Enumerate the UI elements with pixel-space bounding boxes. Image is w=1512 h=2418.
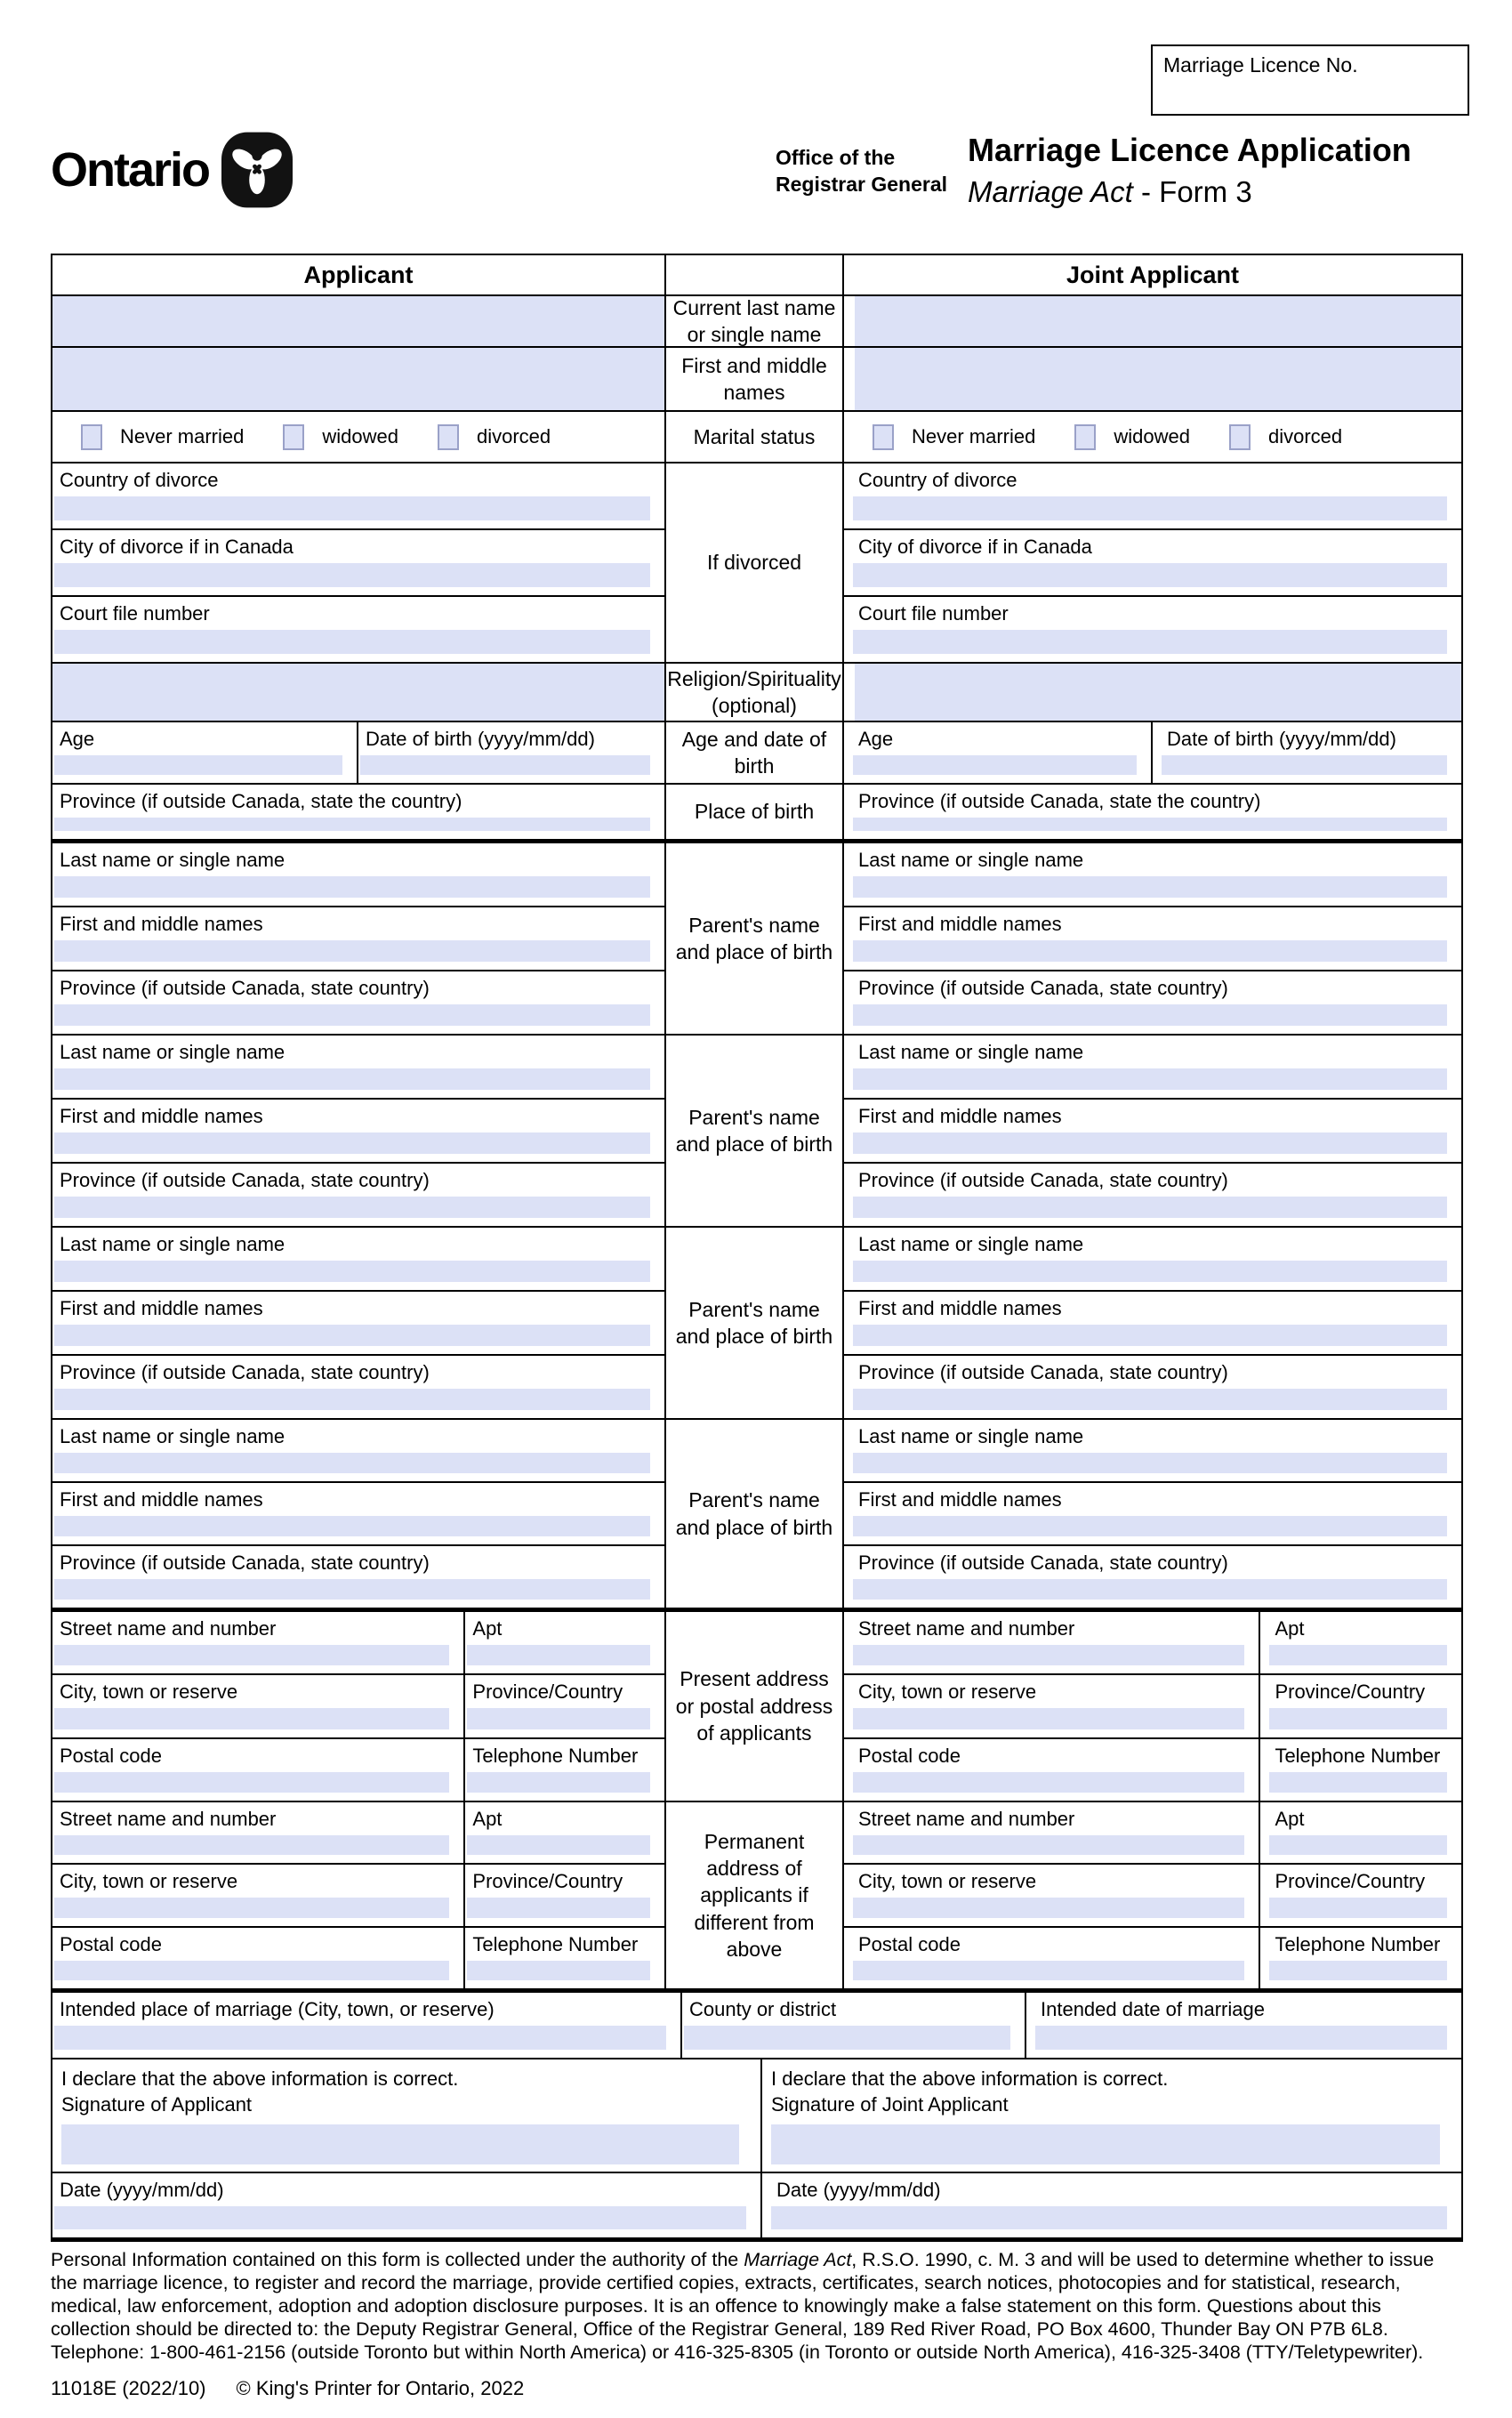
applicant-place-of-birth-cell xyxy=(52,785,666,839)
joint-marital-status-cell xyxy=(844,412,1461,462)
applicant-current-last-name-input[interactable] xyxy=(52,296,664,346)
applicant-never-married-checkbox[interactable] xyxy=(81,424,102,450)
joint-divorced-checkbox[interactable] xyxy=(1229,424,1251,450)
intended-marriage-band xyxy=(52,1993,1461,2059)
privacy-text-before: Personal Information contained on this form is collected under the authority of the xyxy=(51,2249,744,2270)
intended-date-cell xyxy=(1026,1993,1461,2058)
city-label: City, town or reserve xyxy=(60,1870,238,1893)
court-file-number-label: Court file number xyxy=(60,602,210,625)
ontario-logo xyxy=(51,132,293,208)
page-subtitle xyxy=(968,175,1411,209)
joint-present-phone-input[interactable] xyxy=(1269,1772,1447,1793)
applicant-first-middle-cell xyxy=(52,348,666,410)
joint-age-dob-cell xyxy=(844,722,1461,783)
applicant-city-of-divorce-input[interactable] xyxy=(54,563,650,587)
joint-permanent-postal-input[interactable] xyxy=(853,1961,1244,1980)
first-middle-label: First and middle names xyxy=(60,913,263,935)
joint-signature-input[interactable] xyxy=(771,2124,1440,2164)
last-name-label: Last name or single name xyxy=(858,1233,1084,1255)
applicant-marital-status-cell xyxy=(52,412,666,462)
joint-first-middle-names-input[interactable] xyxy=(855,348,1461,410)
page-title: Marriage Licence Application xyxy=(968,132,1411,168)
widowed-label: widowed xyxy=(1114,425,1190,447)
country-of-divorce-label: Country of divorce xyxy=(858,469,1017,491)
first-middle-label: First and middle names xyxy=(60,1488,263,1511)
first-middle-label: First and middle names xyxy=(858,1297,1062,1319)
applicant-present-phone-input[interactable] xyxy=(467,1772,650,1793)
city-label: City, town or reserve xyxy=(60,1681,238,1704)
joint-present-province-input[interactable] xyxy=(1269,1708,1447,1729)
applicant-parent4-fields xyxy=(52,1420,666,1608)
age-label: Age xyxy=(60,728,95,750)
applicant-court-file-number-input[interactable] xyxy=(54,630,650,654)
applicant-permanent-street-input[interactable] xyxy=(54,1835,449,1855)
declaration-band xyxy=(52,2059,1461,2173)
applicant-parent4-last-name-input[interactable] xyxy=(54,1453,650,1473)
joint-present-city-input[interactable] xyxy=(853,1708,1244,1729)
applicant-religion-cell xyxy=(52,664,666,721)
row-label-parent4: Parent's name and place of birth xyxy=(666,1420,844,1608)
last-name-label: Last name or single name xyxy=(60,1041,286,1063)
form-titles xyxy=(968,132,1411,209)
joint-parent1-first-middle-input[interactable] xyxy=(853,940,1447,962)
row-label-age-dob: Age and date of birth xyxy=(666,722,844,783)
permanent-address-band xyxy=(52,1802,1461,1993)
applicant-age-input[interactable] xyxy=(54,755,342,775)
joint-divorce-fields xyxy=(844,463,1461,662)
applicant-parent3-province-input[interactable] xyxy=(54,1389,650,1410)
row-label-parent3: Parent's name and place of birth xyxy=(666,1228,844,1418)
joint-present-apt-input[interactable] xyxy=(1269,1645,1447,1665)
joint-parent2-last-name-input[interactable] xyxy=(853,1068,1447,1090)
applicant-permanent-province-input[interactable] xyxy=(467,1898,650,1917)
joint-birth-province-input[interactable] xyxy=(853,818,1447,831)
court-file-number-label: Court file number xyxy=(858,602,1009,625)
current-last-name-band xyxy=(52,296,1461,348)
column-header-band xyxy=(52,255,1461,296)
privacy-text-after: , R.S.O. 1990, c. M. 3 and will be used to determine whether to issue the marriage licence, to register and record the marriage, provide certified copies, extracts, certificates, search notices, photocopies and for statistical, research, medical, law enforcement, adoption and adoption disclosure purposes. It is an offence to knowingly make a false statement on this form. Questions about this collection should be directed to: the Deputy Registrar General, Office of the Registrar General, 189 Red River Road, PO Box 4600, Thunder Bay ON P7B 6L8. Telephone: 1-800-461-2156 (outside Toronto but within North America) or 416-325-8305 (in Toronto or outside North America), 416-325-3408 (TTY/Teletypewriter). xyxy=(51,2249,1435,2363)
joint-declaration-cell xyxy=(762,2059,1461,2172)
widowed-label: widowed xyxy=(322,425,398,447)
row-label-if-divorced: If divorced xyxy=(666,463,844,662)
row-label-marital-status: Marital status xyxy=(666,412,844,462)
joint-signature-date-cell xyxy=(762,2173,1461,2237)
never-married-label: Never married xyxy=(912,425,1036,447)
joint-permanent-province-input[interactable] xyxy=(1269,1898,1447,1917)
joint-permanent-city-input[interactable] xyxy=(853,1898,1244,1917)
joint-parent4-first-middle-input[interactable] xyxy=(853,1516,1447,1536)
signature-of-joint-applicant-label: Signature of Joint Applicant xyxy=(771,2093,1009,2116)
intended-date-label: Intended date of marriage xyxy=(1041,1998,1265,2020)
applicant-parent4-first-middle-input[interactable] xyxy=(54,1516,650,1536)
telephone-label: Telephone Number xyxy=(472,1932,639,1955)
applicant-column-header: Applicant xyxy=(52,255,666,294)
applicant-age-dob-cell xyxy=(52,722,666,783)
postal-code-label: Postal code xyxy=(60,1744,162,1767)
apt-label: Apt xyxy=(472,1808,503,1830)
city-label: City, town or reserve xyxy=(858,1870,1037,1893)
joint-never-married-checkbox[interactable] xyxy=(873,424,894,450)
apt-label: Apt xyxy=(472,1617,503,1640)
parent4-band xyxy=(52,1420,1461,1612)
if-divorced-band xyxy=(52,463,1461,664)
joint-permanent-phone-input[interactable] xyxy=(1269,1961,1447,1980)
intended-place-input[interactable] xyxy=(54,2026,666,2050)
applicant-parent1-fields xyxy=(52,843,666,1034)
county-district-cell xyxy=(682,1993,1026,2058)
joint-parent3-last-name-input[interactable] xyxy=(853,1261,1447,1282)
first-middle-label: First and middle names xyxy=(858,1488,1062,1511)
applicant-parent1-province-input[interactable] xyxy=(54,1004,650,1026)
province-label: Province (if outside Canada, state country) xyxy=(858,977,1228,999)
joint-city-of-divorce-input[interactable] xyxy=(853,563,1447,587)
date-of-birth-label: Date of birth (yyyy/mm/dd) xyxy=(1167,728,1396,750)
form-number: 11018E (2022/10) xyxy=(51,2377,206,2399)
ontario-logo-text: Ontario xyxy=(51,143,210,197)
joint-present-street-input[interactable] xyxy=(853,1645,1244,1665)
last-name-label: Last name or single name xyxy=(60,1425,286,1447)
applicant-declaration-cell xyxy=(52,2059,762,2172)
applicant-country-of-divorce-input[interactable] xyxy=(54,496,650,520)
applicant-divorce-fields xyxy=(52,463,666,662)
present-address-band xyxy=(52,1612,1461,1802)
applicant-parent3-last-name-input[interactable] xyxy=(54,1261,650,1282)
street-label: Street name and number xyxy=(858,1808,1075,1830)
country-of-divorce-label: Country of divorce xyxy=(60,469,219,491)
signature-of-applicant-label: Signature of Applicant xyxy=(61,2093,253,2116)
applicant-signature-date-cell xyxy=(52,2173,762,2237)
parent1-band xyxy=(52,843,1461,1036)
row-label-first-middle: First and middle names xyxy=(666,348,844,410)
applicant-permanent-address-fields xyxy=(52,1802,666,1988)
applicant-divorced-checkbox[interactable] xyxy=(438,424,459,450)
signature-date-band xyxy=(52,2173,1461,2237)
document-footer-line xyxy=(51,2377,524,2400)
city-of-divorce-label: City of divorce if in Canada xyxy=(60,536,294,558)
joint-signature-date-input[interactable] xyxy=(771,2206,1447,2229)
date-label: Date (yyyy/mm/dd) xyxy=(60,2179,224,2201)
province-label: Province (if outside Canada, state country) xyxy=(858,1361,1228,1383)
city-of-divorce-label: City of divorce if in Canada xyxy=(858,536,1092,558)
date-of-birth-label: Date of birth (yyyy/mm/dd) xyxy=(366,728,595,750)
applicant-present-postal-input[interactable] xyxy=(54,1772,449,1793)
applicant-permanent-city-input[interactable] xyxy=(54,1898,449,1917)
first-middle-label: First and middle names xyxy=(60,1105,263,1127)
intended-place-label: Intended place of marriage (City, town, or reserve) xyxy=(60,1998,495,2020)
joint-place-of-birth-cell xyxy=(844,785,1461,839)
row-label-place-of-birth: Place of birth xyxy=(666,785,844,839)
street-label: Street name and number xyxy=(60,1617,277,1640)
first-middle-label: First and middle names xyxy=(858,1105,1062,1127)
place-of-birth-band xyxy=(52,785,1461,843)
street-label: Street name and number xyxy=(60,1808,277,1830)
never-married-label: Never married xyxy=(120,425,245,447)
joint-widowed-checkbox[interactable] xyxy=(1074,424,1096,450)
apt-label: Apt xyxy=(1275,1617,1305,1640)
row-label-parent2: Parent's name and place of birth xyxy=(666,1036,844,1226)
joint-religion-input[interactable] xyxy=(855,664,1461,721)
row-label-religion: Religion/Spirituality (optional) xyxy=(666,664,844,721)
joint-parent1-province-input[interactable] xyxy=(853,1004,1447,1026)
declaration-statement: I declare that the above information is correct. xyxy=(771,2067,1169,2090)
applicant-signature-input[interactable] xyxy=(61,2124,739,2164)
applicant-present-city-input[interactable] xyxy=(54,1708,449,1729)
ontario-trillium-icon xyxy=(221,132,293,208)
joint-first-middle-cell xyxy=(844,348,1461,410)
province-country-label: Province/Country xyxy=(472,1681,623,1704)
applicant-parent4-province-input[interactable] xyxy=(54,1579,650,1600)
county-district-label: County or district xyxy=(689,1998,837,2020)
applicant-permanent-apt-input[interactable] xyxy=(467,1835,650,1855)
applicant-parent2-province-input[interactable] xyxy=(54,1197,650,1218)
row-label-parent1: Parent's name and place of birth xyxy=(666,843,844,1034)
joint-parent2-fields xyxy=(844,1036,1461,1226)
joint-parent2-first-middle-input[interactable] xyxy=(853,1132,1447,1154)
applicant-permanent-phone-input[interactable] xyxy=(467,1961,650,1980)
joint-permanent-address-fields xyxy=(844,1802,1461,1988)
joint-applicant-column-header: Joint Applicant xyxy=(1066,261,1239,288)
applicant-parent1-first-middle-input[interactable] xyxy=(54,940,650,962)
joint-present-address-fields xyxy=(844,1612,1461,1801)
divorced-label: divorced xyxy=(1267,425,1343,447)
province-label: Province (if outside Canada, state the country) xyxy=(60,790,462,812)
religion-band xyxy=(52,664,1461,722)
last-name-label: Last name or single name xyxy=(60,1233,286,1255)
office-of-registrar xyxy=(776,144,947,198)
row-label-permanent-address: Permanent address of applicants if different from above xyxy=(666,1802,844,1988)
applicant-birth-province-input[interactable] xyxy=(54,818,650,831)
joint-country-of-divorce-input[interactable] xyxy=(853,496,1447,520)
applicant-signature-date-input[interactable] xyxy=(54,2206,746,2229)
joint-parent1-last-name-input[interactable] xyxy=(853,876,1447,898)
joint-parent4-last-name-input[interactable] xyxy=(853,1453,1447,1473)
last-name-label: Last name or single name xyxy=(858,1041,1084,1063)
first-middle-label: First and middle names xyxy=(60,1297,263,1319)
joint-religion-cell xyxy=(844,664,1461,721)
joint-age-input[interactable] xyxy=(853,755,1137,775)
parent3-band xyxy=(52,1228,1461,1420)
act-name-italic: Marriage Act xyxy=(968,175,1133,209)
divorced-label: divorced xyxy=(476,425,551,447)
joint-permanent-apt-input[interactable] xyxy=(1269,1835,1447,1855)
applicant-permanent-postal-input[interactable] xyxy=(54,1961,449,1980)
postal-code-label: Postal code xyxy=(858,1744,961,1767)
applicant-widowed-checkbox[interactable] xyxy=(283,424,304,450)
county-district-input[interactable] xyxy=(684,2026,1010,2050)
telephone-label: Telephone Number xyxy=(1275,1744,1441,1767)
province-country-label: Province/Country xyxy=(1275,1681,1426,1704)
joint-parent4-province-input[interactable] xyxy=(853,1579,1447,1600)
province-label: Province (if outside Canada, state country) xyxy=(60,1361,430,1383)
province-label: Province (if outside Canada, state country) xyxy=(60,1169,430,1191)
postal-code-label: Postal code xyxy=(60,1932,162,1955)
applicant-religion-input[interactable] xyxy=(52,664,664,721)
intended-place-cell xyxy=(52,1993,682,2058)
joint-parent3-first-middle-input[interactable] xyxy=(853,1325,1447,1346)
province-label: Province (if outside Canada, state country) xyxy=(60,1552,430,1574)
joint-current-last-name-input[interactable] xyxy=(855,296,1461,346)
province-label: Province (if outside Canada, state country) xyxy=(858,1169,1228,1191)
age-label: Age xyxy=(858,728,894,750)
joint-parent3-fields xyxy=(844,1228,1461,1418)
applicant-present-province-input[interactable] xyxy=(467,1708,650,1729)
telephone-label: Telephone Number xyxy=(1275,1932,1441,1955)
apt-label: Apt xyxy=(1275,1808,1305,1830)
office-line2: Registrar General xyxy=(776,173,948,197)
joint-current-last-name-cell xyxy=(844,296,1461,346)
privacy-act-italic: Marriage Act xyxy=(744,2249,852,2270)
applicant-date-of-birth-input[interactable] xyxy=(360,755,650,775)
joint-permanent-street-input[interactable] xyxy=(853,1835,1244,1855)
applicant-parent1-last-name-input[interactable] xyxy=(54,876,650,898)
telephone-label: Telephone Number xyxy=(472,1744,639,1767)
applicant-present-address-fields xyxy=(52,1612,666,1801)
privacy-notice xyxy=(51,2248,1465,2364)
applicant-first-middle-names-input[interactable] xyxy=(52,348,664,410)
last-name-label: Last name or single name xyxy=(858,1425,1084,1447)
joint-present-postal-input[interactable] xyxy=(853,1772,1244,1793)
joint-parent3-province-input[interactable] xyxy=(853,1389,1447,1410)
copyright-notice: © King's Printer for Ontario, 2022 xyxy=(236,2377,525,2399)
applicant-parent3-fields xyxy=(52,1228,666,1418)
city-label: City, town or reserve xyxy=(858,1681,1037,1704)
postal-code-label: Postal code xyxy=(858,1932,961,1955)
applicant-parent2-last-name-input[interactable] xyxy=(54,1068,650,1090)
last-name-label: Last name or single name xyxy=(60,849,286,871)
form-number-suffix: - Form 3 xyxy=(1132,175,1252,209)
joint-date-of-birth-input[interactable] xyxy=(1162,755,1447,775)
applicant-parent2-first-middle-input[interactable] xyxy=(54,1132,650,1154)
joint-parent4-fields xyxy=(844,1420,1461,1608)
joint-parent2-province-input[interactable] xyxy=(853,1197,1447,1218)
applicant-present-apt-input[interactable] xyxy=(467,1645,650,1665)
marital-status-band xyxy=(52,412,1461,463)
application-form-table xyxy=(51,254,1463,2242)
marriage-licence-no-field[interactable] xyxy=(1151,44,1469,116)
intended-date-input[interactable] xyxy=(1035,2026,1447,2050)
office-line1: Office of the xyxy=(776,146,896,169)
declaration-statement: I declare that the above information is correct. xyxy=(61,2067,459,2090)
province-label: Province (if outside Canada, state country) xyxy=(858,1552,1228,1574)
header-spacer xyxy=(666,255,844,294)
first-middle-label: First and middle names xyxy=(858,913,1062,935)
joint-court-file-number-input[interactable] xyxy=(853,630,1447,654)
province-country-label: Province/Country xyxy=(472,1870,623,1893)
applicant-present-street-input[interactable] xyxy=(54,1645,449,1665)
province-label: Province (if outside Canada, state country) xyxy=(60,977,430,999)
date-label: Date (yyyy/mm/dd) xyxy=(776,2179,941,2201)
last-name-label: Last name or single name xyxy=(858,849,1084,871)
applicant-current-last-name-cell xyxy=(52,296,666,346)
row-label-present-address: Present address or postal address of applicants xyxy=(666,1612,844,1801)
province-label: Province (if outside Canada, state the country) xyxy=(858,790,1261,812)
applicant-parent3-first-middle-input[interactable] xyxy=(54,1325,650,1346)
row-label-current-last-name: Current last name or single name xyxy=(666,296,844,346)
street-label: Street name and number xyxy=(858,1617,1075,1640)
province-country-label: Province/Country xyxy=(1275,1870,1426,1893)
age-dob-band xyxy=(52,722,1461,785)
applicant-parent2-fields xyxy=(52,1036,666,1226)
joint-parent1-fields xyxy=(844,843,1461,1034)
parent2-band xyxy=(52,1036,1461,1228)
marriage-licence-no-label: Marriage Licence No. xyxy=(1163,53,1358,77)
first-middle-names-band xyxy=(52,348,1461,412)
